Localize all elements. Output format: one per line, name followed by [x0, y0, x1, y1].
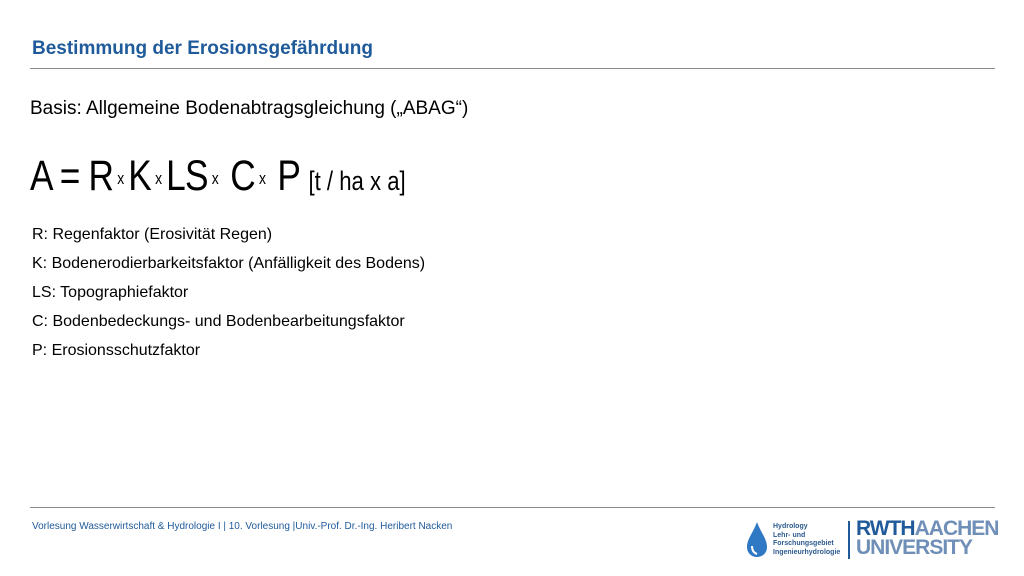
formula-k: K	[128, 152, 152, 200]
formula-op-3: x	[211, 169, 219, 188]
top-divider	[30, 68, 995, 69]
hydrology-logo	[745, 521, 845, 561]
slide-title: Bestimmung der Erosionsgefährdung	[32, 38, 373, 59]
rwth-logo	[856, 519, 998, 557]
formula-c: C	[230, 152, 255, 200]
rwth-logo-rwth: RWTH	[856, 517, 915, 540]
footer-text: Vorlesung Wasserwirtschaft & Hydrologie I | 10. Vorlesung |Univ.-Prof. Dr.-Ing. Heribert Nacken	[32, 521, 453, 532]
abag-formula	[30, 152, 406, 202]
hydro-logo-line-1: Hydrology	[773, 523, 808, 530]
definition-r: R: Regenfaktor (Erosivität Regen)	[32, 226, 273, 243]
formula-unit: [t / ha x a]	[308, 166, 406, 196]
hydro-logo-line-4: Ingenieurhydrologie	[773, 548, 841, 556]
rwth-logo-aachen: AACHEN	[914, 517, 999, 540]
definition-c: C: Bodenbedeckungs- und Bodenbearbeitungsfaktor	[32, 313, 405, 330]
definition-list	[32, 225, 425, 370]
definition-p: P: Erosionsschutzfaktor	[32, 342, 201, 359]
hydro-logo-line-2: Lehr- und	[773, 531, 806, 539]
formula-op-4: x	[258, 169, 266, 188]
logo-divider	[848, 521, 850, 559]
formula-p: P	[277, 152, 300, 200]
definition-k: K: Bodenerodierbarkeitsfaktor (Anfälligkeit des Bodens)	[32, 255, 426, 272]
bottom-divider	[30, 507, 995, 508]
formula-op-1: x	[117, 169, 125, 188]
formula-op-2: x	[155, 169, 163, 188]
subtitle: Basis: Allgemeine Bodenabtragsgleichung („ABAG“)	[30, 98, 469, 119]
hydro-logo-line-3: Forschungsgebiet	[773, 540, 834, 547]
rwth-logo-university: UNIVERSITY	[856, 536, 973, 559]
definition-ls: LS: Topographiefaktor	[32, 284, 189, 301]
formula-ls: LS	[166, 152, 208, 200]
water-drop-icon	[745, 521, 769, 559]
formula-lhs: A = R	[30, 152, 114, 200]
